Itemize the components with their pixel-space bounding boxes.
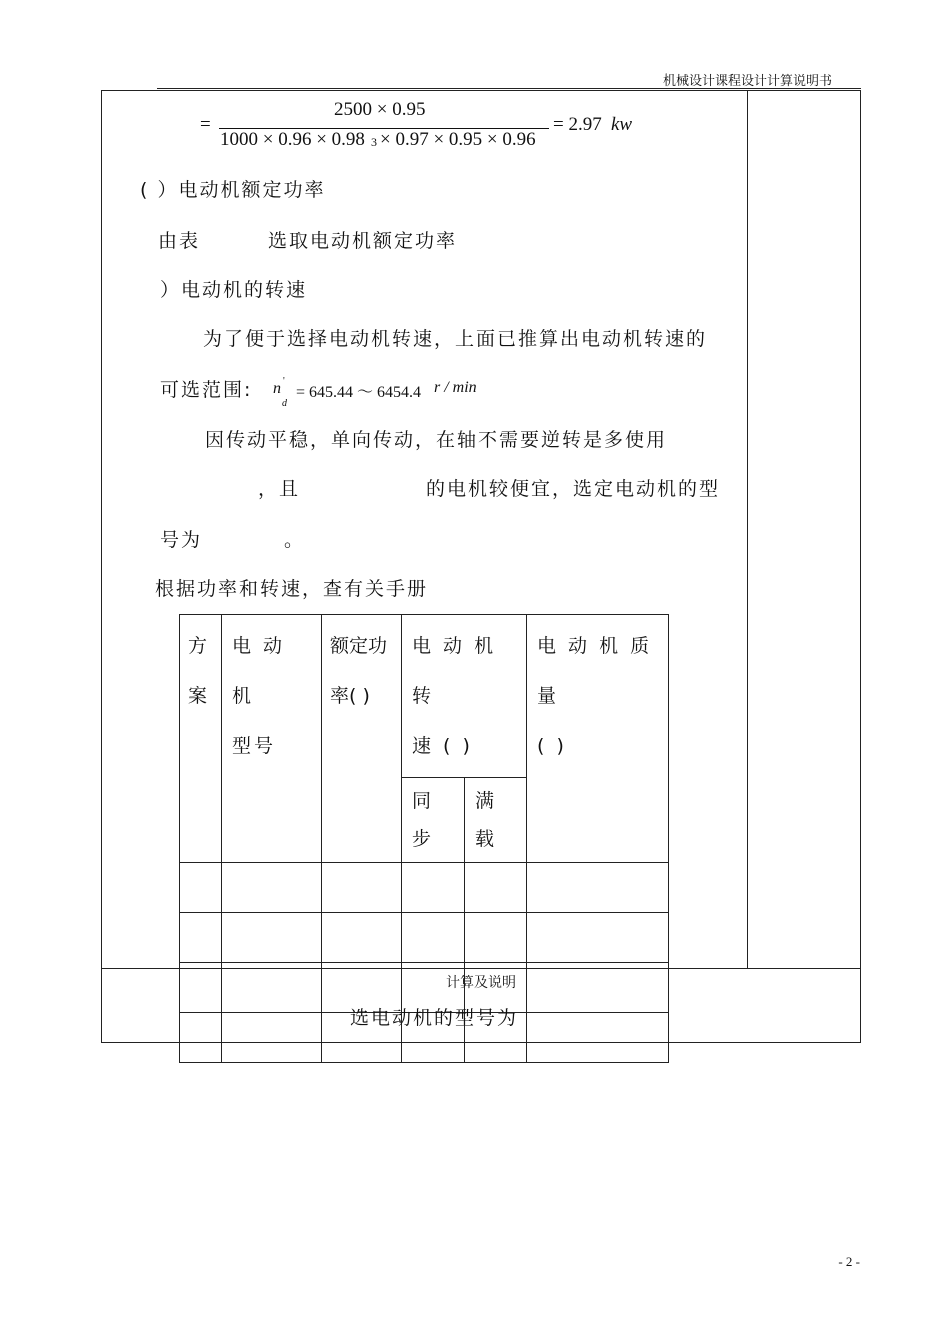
- header-motor-speed: [402, 615, 527, 778]
- formula-equals: =: [200, 114, 211, 135]
- lookup-handbook-text: 根据功率和转速，查有关手册: [155, 578, 429, 600]
- document-header-title: 机械设计课程设计计算说明书: [662, 74, 832, 89]
- header-power-line2: 率( ): [330, 685, 370, 707]
- motor-selection-table: [179, 614, 669, 1063]
- formula-exponent: 3: [371, 135, 377, 149]
- paragraph-motor-choice-line1: 因传动平稳，单向传动，在轴不需要逆转是多使用: [205, 429, 668, 451]
- header-model-line2: 型号: [232, 735, 277, 757]
- paragraph-speed-line1: 为了便于选择电动机转速，上面已推算出电动机转速的: [203, 328, 708, 350]
- paragraph-motor-choice-line2a: ，且: [258, 478, 301, 500]
- table-ref-text: 由表: [158, 230, 201, 252]
- nd-expression: = 645.44 ～ 6454.4: [296, 384, 422, 401]
- formula-denominator-a: 1000 × 0.96 × 0.98: [220, 129, 365, 150]
- right-column-divider: [747, 90, 748, 968]
- header-speed-line1: 电 动 机 转: [412, 635, 497, 707]
- header-power-line1: 额定功: [330, 635, 388, 657]
- formula-denominator-b: × 0.97 × 0.95 × 0.96: [380, 129, 536, 150]
- footer-label: 计算及说明: [446, 975, 516, 991]
- range-label: 可选范围:: [160, 379, 253, 401]
- paragraph-motor-choice-line2b: 的电机较便宜，选定电动机的型: [426, 478, 721, 500]
- select-power-text: 选取电动机额定功率: [268, 230, 458, 252]
- footer-conclusion: 选电动机的型号为: [350, 1007, 519, 1029]
- header-motor-model: [222, 615, 322, 863]
- header-speed-line2: 速 ( ): [412, 735, 473, 757]
- header-sync-speed: 同步: [402, 778, 465, 863]
- header-full-load-speed: 满载: [465, 778, 527, 863]
- page-number: - 2 -: [838, 1254, 860, 1269]
- header-mass-line2: ( ): [537, 735, 567, 757]
- formula-unit: kw: [611, 114, 633, 135]
- nd-prime: ': [283, 376, 285, 387]
- header-scheme-line1: 方: [188, 635, 211, 657]
- header-rated-power: [322, 615, 402, 863]
- paragraph-period: 。: [284, 529, 306, 551]
- header-model-line1: 电 动 机: [232, 635, 286, 707]
- nd-unit: r / min: [434, 379, 477, 396]
- header-motor-mass: [527, 615, 669, 863]
- table-row: [180, 863, 669, 913]
- section-rated-power: ( ）电动机额定功率: [140, 179, 326, 201]
- formula-result: = 2.97: [553, 114, 602, 135]
- formula-numerator: 2500 × 0.95: [334, 99, 426, 120]
- header-rule: [157, 88, 861, 89]
- paragraph-motor-choice-line3: 号为: [160, 529, 203, 551]
- nd-subscript: d: [282, 398, 287, 409]
- table-header-row: [180, 615, 669, 778]
- header-mass-line1: 电 动 机 质 量: [537, 635, 653, 707]
- header-scheme-line2: 案: [188, 685, 211, 707]
- table-row: [180, 913, 669, 963]
- header-scheme: [180, 615, 222, 863]
- nd-symbol: n: [273, 380, 281, 397]
- section-motor-speed: ）电动机的转速: [160, 279, 308, 301]
